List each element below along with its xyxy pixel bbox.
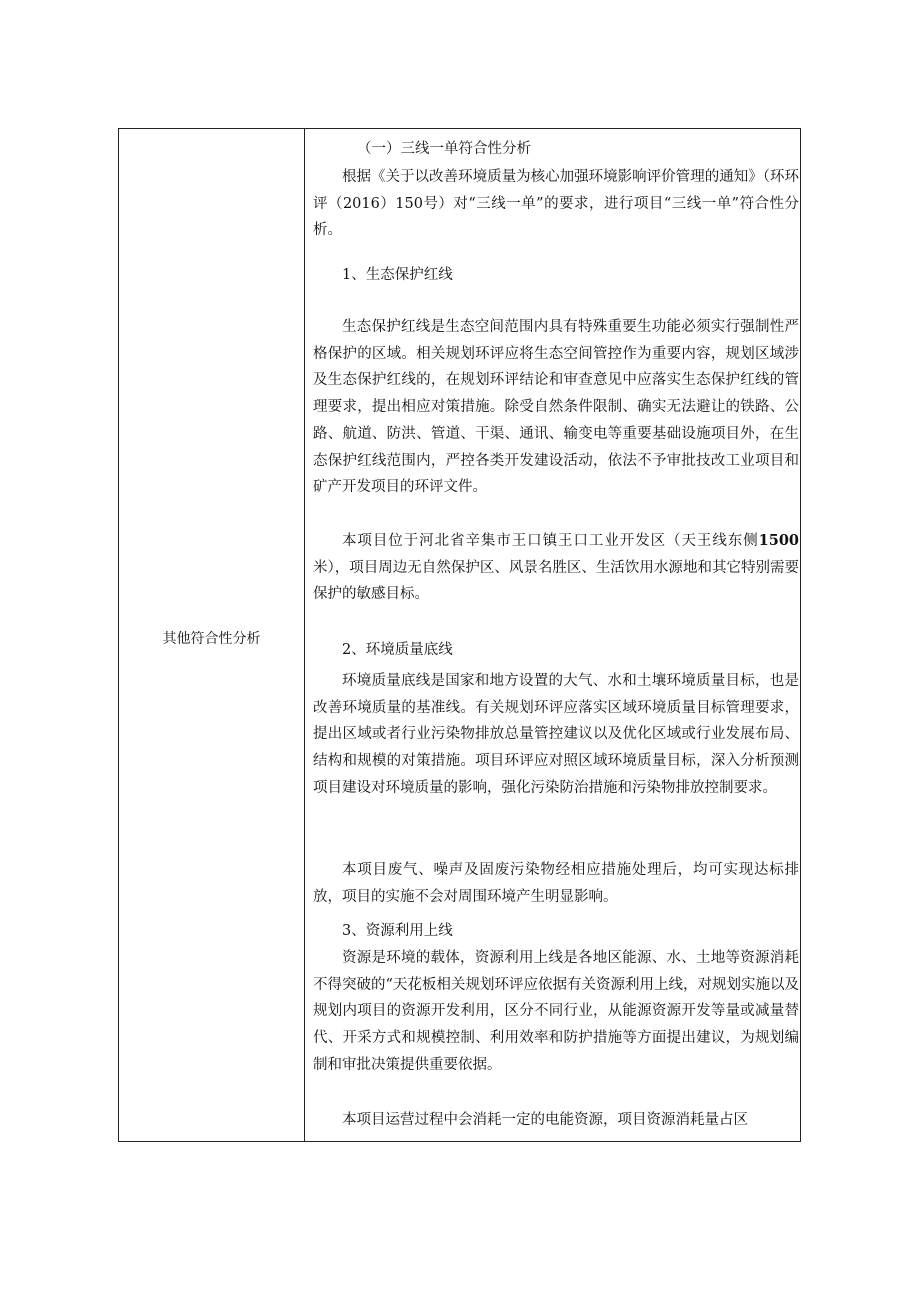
pollution-control-paragraph: 本项目废气、噪声及固废污染物经相应措施处理后，均可实现达标排放，项目的实施不会对周围环境产生明显影响。 — [313, 862, 799, 905]
heading-environmental-baseline: 2、环境质量底线 — [342, 642, 453, 658]
section-title: （一）三线一单符合性分析 — [357, 141, 531, 157]
intro-paragraph: 根据《关于以改善环境质量为核心加强环境影响评价管理的通知》（环环评（2016）150号）对“三线一单”的要求，进行项目“三线一单”符合性分析。 — [313, 169, 799, 239]
ecological-redline-paragraph: 生态保护红线是生态空间范围内具有特殊重要生功能必须实行强制性严格保护的区域。相关规划环评应将生态空间管控作为重要内容，规划区域涉及生态保护红线的，在规划环评结论和审查意见中应落实生态保护红线的管理要求，提出相应对策措施。除受自然条件限制、确实无法避让的铁路、公路、航道、防洪、管道、干渠、通讯、输变电等重要基础设施项目外，在生态保护红线范围内，严控各类开发建设活动，依法不予审批技改工业项目和矿产开发项目的环评文件。 — [313, 319, 799, 496]
environmental-baseline-paragraph: 环境质量底线是国家和地方设置的大气、水和土壤环境质量目标，也是改善环境质量的基准线。有关规划环评应落实区域环境质量目标管理要求，提出区域或者行业污染物排放总量管控建议以及优化区域或行业发展布局、结构和规模的对策措施。项目环评应对照区域环境质量目标，深入分析预测项目建设对环境质量的影响，强化污染防治措施和污染物排放控制要求。 — [313, 673, 799, 796]
location-text: 本项目位于河北省辛集市王口镇王口工业开发区（天王线东侧 — [342, 533, 759, 549]
heading-ecological-redline: 1、生态保护红线 — [342, 267, 453, 283]
project-location-paragraph — [313, 528, 799, 608]
content-cell — [305, 129, 800, 1141]
distance-number: 1500 — [758, 532, 799, 549]
analysis-table — [118, 128, 801, 1142]
row-label: 其他符合性分析 — [162, 631, 261, 647]
label-cell — [119, 129, 305, 1141]
location-text-cont: 米），项目周边无自然保护区、风景名胜区、生活饮用水源地和其它特别需要保护的敏感目标。 — [313, 559, 799, 603]
resource-consumption-paragraph: 本项目运营过程中会消耗一定的电能资源，项目资源消耗量占区 — [342, 1112, 748, 1128]
heading-resource-limit: 3、资源利用上线 — [342, 923, 453, 939]
resource-limit-paragraph: 资源是环境的载体，资源利用上线是各地区能源、水、土地等资源消耗不得突破的“天花板相关规划环评应依据有关资源利用上线，对规划实施以及规划内项目的资源开发利用，区分不同行业，从能源资源开发等量或减量替代、开采方式和规模控制、利用效率和防护措施等方面提出建议，为规划编制和审批决策提供重要依据。 — [313, 950, 799, 1073]
